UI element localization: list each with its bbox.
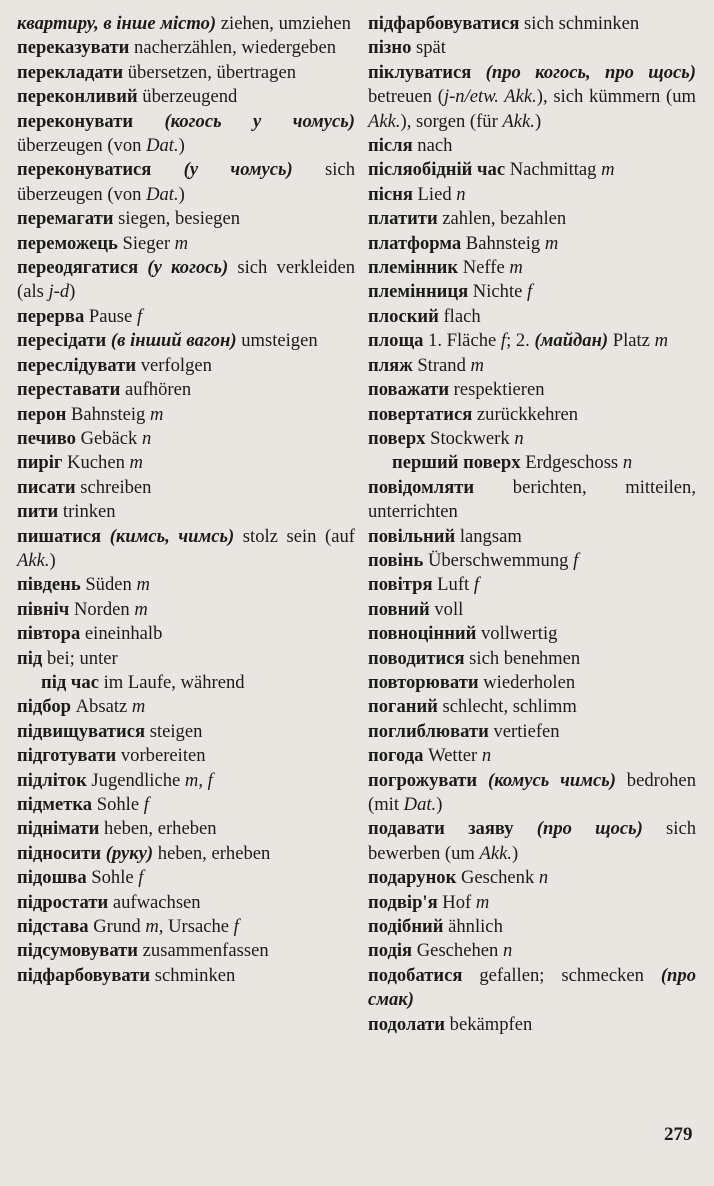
translation: nach xyxy=(412,135,453,157)
headword: підстава xyxy=(17,916,89,938)
translation: Süden xyxy=(80,574,137,596)
dictionary-entry xyxy=(17,622,355,646)
dictionary-entry xyxy=(17,305,355,329)
dictionary-entry xyxy=(368,1013,696,1037)
translation: Geschenk xyxy=(456,867,539,889)
translation: vollwertig xyxy=(476,623,558,645)
dictionary-entry xyxy=(368,280,696,304)
headword: півтора xyxy=(17,623,81,645)
headword: перерва xyxy=(17,305,85,327)
headword: підошва xyxy=(17,867,87,889)
dictionary-entry xyxy=(368,720,696,744)
right-column xyxy=(368,12,696,1037)
translation: im Laufe, während xyxy=(98,671,245,693)
grammar-tag: Dat. xyxy=(146,135,179,157)
translation: Überschwemmung xyxy=(423,549,574,571)
translation: umsteigen xyxy=(236,330,318,352)
translation: aufwachsen xyxy=(108,891,201,913)
headword: подія xyxy=(368,940,413,962)
translation: verfolgen xyxy=(136,354,212,376)
dictionary-entry xyxy=(17,939,355,963)
headword: погода xyxy=(368,745,424,767)
translation: stolz sein (auf xyxy=(234,525,355,547)
grammar-tag: n xyxy=(481,745,492,767)
headword: післяобідній час xyxy=(368,159,506,181)
dictionary-entry xyxy=(368,329,696,353)
dictionary-entry xyxy=(17,525,355,574)
translation: schminken xyxy=(150,964,236,986)
headword: повітря xyxy=(368,574,433,596)
grammar-tag: Akk. xyxy=(368,110,401,132)
headword: поважати xyxy=(368,379,450,401)
headword: підростати xyxy=(17,891,109,913)
dictionary-entry xyxy=(368,476,696,525)
translation: vertiefen xyxy=(488,720,560,742)
headword: повідомляти xyxy=(368,476,475,498)
grammar-tag: n xyxy=(456,183,466,205)
dictionary-entry xyxy=(17,793,355,817)
grammar-tag: f xyxy=(136,305,143,327)
headword: підвищуватися xyxy=(17,720,146,742)
headword: переможець xyxy=(17,232,118,254)
translation: zurückkehren xyxy=(472,403,579,425)
grammar-tag: n xyxy=(502,940,513,962)
headword: повний xyxy=(368,598,430,620)
dictionary-entry xyxy=(17,85,355,109)
usage-note: (комусь чимсь) xyxy=(477,769,616,791)
translation: Nachmittag xyxy=(505,159,602,181)
headword: підбор xyxy=(17,696,71,718)
headword: перекладати xyxy=(17,61,124,83)
headword: повертатися xyxy=(368,403,473,425)
dictionary-entry xyxy=(17,12,355,36)
headword: перемагати xyxy=(17,208,114,230)
translation: ) xyxy=(512,842,519,864)
dictionary-entry xyxy=(368,549,696,573)
dictionary-entry xyxy=(368,207,696,231)
translation: Erdgeschoss xyxy=(520,452,623,474)
dictionary-entry xyxy=(368,12,696,36)
grammar-tag: f xyxy=(527,281,533,303)
grammar-tag: Akk. xyxy=(17,549,50,571)
translation: Bahnsteig xyxy=(461,232,545,254)
translation: Platz xyxy=(608,330,655,352)
headword: підсумовувати xyxy=(17,940,139,962)
dictionary-entry xyxy=(368,403,696,427)
dictionary-entry xyxy=(17,842,355,866)
grammar-tag: m xyxy=(145,916,159,938)
dictionary-entry xyxy=(368,354,696,378)
translation: überzeugen (von xyxy=(17,135,147,157)
dictionary-entry xyxy=(368,573,696,597)
usage-note: (когось у чомусь) xyxy=(133,110,355,132)
headword: подарунок xyxy=(368,867,457,889)
dictionary-entry xyxy=(17,207,355,231)
dictionary-entry xyxy=(17,427,355,451)
grammar-tag: Akk. xyxy=(479,842,513,864)
translation: nacherzählen, wiedergeben xyxy=(129,37,337,59)
grammar-tag: f xyxy=(233,916,239,938)
headword: платити xyxy=(368,208,438,230)
headword: повільний xyxy=(368,525,456,547)
translation: Gebäck xyxy=(75,427,142,449)
translation: siegen, besiegen xyxy=(113,208,241,230)
dictionary-entry xyxy=(17,573,355,597)
translation: Sohle xyxy=(86,867,139,889)
headword: переконувати xyxy=(17,110,134,132)
headword: пиріг xyxy=(17,452,63,474)
dictionary-entry xyxy=(17,378,355,402)
headword: подвір'я xyxy=(368,891,438,913)
dictionary-entry xyxy=(368,598,696,622)
headword: піклуватися xyxy=(368,61,472,83)
headword: пляж xyxy=(368,354,413,376)
dictionary-entry xyxy=(17,110,355,159)
dictionary-entry xyxy=(368,671,696,695)
translation: vorbereiten xyxy=(116,745,206,767)
grammar-tag: Dat. xyxy=(146,183,179,205)
translation: langsam xyxy=(455,525,522,547)
dictionary-entry xyxy=(17,769,355,793)
dictionary-entry xyxy=(17,647,355,671)
translation: aufhören xyxy=(120,379,192,401)
dictionary-entry xyxy=(368,769,696,818)
grammar-tag: m xyxy=(131,696,146,718)
dictionary-entry xyxy=(17,354,355,378)
headword: печиво xyxy=(17,427,76,449)
headword: подобатися xyxy=(368,964,463,986)
headword: підносити xyxy=(17,842,102,864)
grammar-tag: m xyxy=(509,257,523,279)
headword: подавати заяву xyxy=(368,818,514,840)
dictionary-entry xyxy=(368,158,696,182)
dictionary-entry xyxy=(368,939,696,963)
headword: переодягатися xyxy=(17,257,139,279)
headword: перон xyxy=(17,403,67,425)
grammar-tag: n xyxy=(514,427,524,449)
dictionary-entry xyxy=(17,403,355,427)
dictionary-entry xyxy=(17,915,355,939)
grammar-tag: m, f xyxy=(184,769,213,791)
grammar-tag: m xyxy=(134,598,148,620)
dictionary-entry xyxy=(17,866,355,890)
dictionary-entry xyxy=(17,744,355,768)
headword: племінниця xyxy=(368,281,469,303)
usage-note: (кимсь, чимсь) xyxy=(101,525,235,547)
translation: 1. Fläche xyxy=(423,330,501,352)
translation: bei; unter xyxy=(42,647,118,669)
headword: пересідати xyxy=(17,330,107,352)
headword: підготувати xyxy=(17,745,117,767)
dictionary-entry xyxy=(17,817,355,841)
translation: ) xyxy=(178,135,185,157)
dictionary-entry xyxy=(17,500,355,524)
grammar-tag: m xyxy=(470,354,484,376)
translation: Pause xyxy=(84,305,137,327)
translation: Geschehen xyxy=(412,940,503,962)
headword: після xyxy=(368,135,413,157)
usage-note: (в інший вагон) xyxy=(106,330,237,352)
headword: поводитися xyxy=(368,647,465,669)
dictionary-entry xyxy=(368,256,696,280)
left-column xyxy=(17,12,355,988)
translation: Neffe xyxy=(458,257,510,279)
dictionary-entry xyxy=(17,671,355,695)
translation: berichten, mitteilen, unterrichten xyxy=(368,476,696,523)
translation: ) xyxy=(49,549,56,571)
headword: плоский xyxy=(368,305,439,327)
headword: підфарбовуватися xyxy=(368,13,520,34)
headword: поганий xyxy=(368,696,438,718)
headword: погрожувати xyxy=(368,769,478,791)
dictionary-entry xyxy=(368,61,696,134)
translation: ), sich kümmern (um xyxy=(536,86,697,108)
translation: gefallen; schmecken xyxy=(462,964,661,986)
translation: Grund xyxy=(88,916,146,938)
dictionary-entry xyxy=(368,232,696,256)
grammar-tag: n xyxy=(622,452,633,474)
headword: поверх xyxy=(368,427,426,449)
translation: Kuchen xyxy=(62,452,130,474)
translation: Absatz xyxy=(70,696,132,718)
translation: Sieger xyxy=(117,232,175,254)
headword: писати xyxy=(17,476,76,498)
grammar-tag: j-d xyxy=(48,281,70,303)
grammar-tag: m xyxy=(174,232,189,254)
translation: flach xyxy=(438,305,481,327)
headword: переставати xyxy=(17,379,121,401)
translation: schreiben xyxy=(75,476,152,498)
headword: племінник xyxy=(368,257,459,279)
headword: переказувати xyxy=(17,37,130,59)
translation: sich bewerben (um xyxy=(368,818,697,864)
translation: sich überzeugen (von xyxy=(17,159,355,205)
translation: respektieren xyxy=(449,379,545,401)
dictionary-entry xyxy=(368,378,696,402)
grammar-tag: m xyxy=(129,452,143,474)
dictionary-entry xyxy=(368,964,696,1013)
translation: Strand xyxy=(412,354,471,376)
translation: Sohle xyxy=(92,794,144,815)
translation: übersetzen, übertragen xyxy=(123,61,297,83)
dictionary-entry xyxy=(368,36,696,60)
translation: ; 2. xyxy=(506,330,535,352)
grammar-tag: m xyxy=(136,574,150,596)
headword: пити xyxy=(17,501,59,523)
dictionary-entry xyxy=(17,36,355,60)
grammar-tag: Akk. xyxy=(502,110,535,132)
dictionary-entry xyxy=(17,964,355,988)
usage-note: (про щось) xyxy=(513,818,643,840)
grammar-tag: f xyxy=(573,549,579,571)
grammar-tag: j-n/etw. Akk. xyxy=(443,86,537,108)
translation: ) xyxy=(178,183,185,205)
translation: ) xyxy=(69,281,76,303)
dictionary-entry xyxy=(17,476,355,500)
grammar-tag: n xyxy=(538,867,549,889)
headword: поглиблювати xyxy=(368,720,489,742)
dictionary-entry xyxy=(368,647,696,671)
dictionary-entry xyxy=(368,305,696,329)
grammar-tag: m xyxy=(601,159,615,181)
headword: повінь xyxy=(368,549,424,571)
headword: подібний xyxy=(368,916,444,938)
translation: betreuen ( xyxy=(368,86,444,108)
dictionary-entry xyxy=(368,134,696,158)
dictionary-entry xyxy=(17,329,355,353)
usage-note: (у чомусь) xyxy=(151,159,293,181)
translation: heben, erheben xyxy=(153,842,271,864)
page-number: 279 xyxy=(664,1124,693,1145)
translation: wiederholen xyxy=(478,671,576,693)
headword: платформа xyxy=(368,232,462,254)
dictionary-entry xyxy=(368,695,696,719)
dictionary-entry xyxy=(368,915,696,939)
dictionary-entry xyxy=(17,61,355,85)
headword: переслідувати xyxy=(17,354,137,376)
translation: Luft xyxy=(432,574,474,596)
dictionary-entry xyxy=(368,817,696,866)
grammar-tag: m xyxy=(150,403,164,425)
dictionary-entry xyxy=(368,427,696,451)
dictionary-entry xyxy=(17,232,355,256)
dictionary-entry xyxy=(17,720,355,744)
headword: подолати xyxy=(368,1013,446,1035)
headword: повноцінний xyxy=(368,623,477,645)
dictionary-entry xyxy=(368,183,696,207)
grammar-tag: m xyxy=(475,891,490,913)
usage-note: квартиру, в інше місто) xyxy=(17,13,217,34)
headword: піднімати xyxy=(17,818,100,840)
grammar-tag: Dat. xyxy=(403,794,437,815)
dictionary-entry xyxy=(17,891,355,915)
usage-note: (руку) xyxy=(101,842,154,864)
grammar-tag: f xyxy=(138,867,144,889)
translation: Jugendliche xyxy=(86,769,185,791)
headword: під час xyxy=(41,671,99,693)
translation: ziehen, umziehen xyxy=(216,13,351,34)
translation: zusammenfassen xyxy=(138,940,269,962)
dictionary-entry xyxy=(17,695,355,719)
translation: ähnlich xyxy=(443,916,503,938)
translation: heben, erheben xyxy=(99,818,217,840)
translation: steigen xyxy=(145,720,203,742)
dictionary-entry xyxy=(17,598,355,622)
headword: пізно xyxy=(368,37,412,59)
translation: Stockwerk xyxy=(425,427,515,449)
dictionary-entry xyxy=(368,744,696,768)
dictionary-entry xyxy=(368,622,696,646)
dictionary-entry xyxy=(368,525,696,549)
translation: Bahnsteig xyxy=(66,403,150,425)
grammar-tag: f xyxy=(500,330,507,352)
dictionary-entry xyxy=(17,451,355,475)
translation: Norden xyxy=(69,598,135,620)
grammar-tag: m xyxy=(544,232,559,254)
translation: bedrohen (mit xyxy=(368,769,696,815)
dictionary-entry xyxy=(17,158,355,207)
translation: trinken xyxy=(58,501,116,523)
headword: північ xyxy=(17,598,70,620)
usage-note: (майдан) xyxy=(534,330,609,352)
usage-note: (про когось, про щось) xyxy=(471,61,696,83)
translation: ), sorgen (für xyxy=(400,110,503,132)
headword: підметка xyxy=(17,794,93,815)
headword: пишатися xyxy=(17,525,102,547)
translation: zahlen, bezahlen xyxy=(437,208,567,230)
headword: переконливий xyxy=(17,86,138,108)
usage-note: (у когось) xyxy=(138,257,229,279)
translation: Hof xyxy=(437,891,476,913)
translation: Wetter xyxy=(423,745,482,767)
translation: bekämpfen xyxy=(445,1013,533,1035)
translation: , Ursache xyxy=(158,916,234,938)
grammar-tag: f xyxy=(473,574,479,596)
translation: sich verkleiden (als xyxy=(17,257,356,303)
headword: площа xyxy=(368,330,424,352)
translation: schlecht, schlimm xyxy=(437,696,577,718)
translation: Nichte xyxy=(468,281,528,303)
dictionary-entry xyxy=(368,891,696,915)
headword: підфарбовувати xyxy=(17,964,151,986)
translation: ) xyxy=(534,110,542,132)
dictionary-entry xyxy=(368,866,696,890)
dictionary-entry xyxy=(368,451,696,475)
headword: пісня xyxy=(368,183,413,205)
translation: eineinhalb xyxy=(80,623,163,645)
headword: південь xyxy=(17,574,81,596)
headword: підліток xyxy=(17,769,87,791)
headword: під xyxy=(17,647,43,669)
headword: повторювати xyxy=(368,671,479,693)
dictionary-entry xyxy=(17,256,355,305)
usage-note: (про смак) xyxy=(368,964,696,1011)
grammar-tag: m xyxy=(654,330,669,352)
headword: перший поверх xyxy=(392,452,521,474)
grammar-tag: n xyxy=(142,427,152,449)
translation: sich schminken xyxy=(519,13,640,34)
translation: voll xyxy=(429,598,464,620)
translation: sich benehmen xyxy=(464,647,581,669)
grammar-tag: f xyxy=(143,794,149,815)
translation: spät xyxy=(411,37,446,59)
translation: ) xyxy=(436,794,443,815)
headword: переконуватися xyxy=(17,159,152,181)
translation: überzeugend xyxy=(137,86,238,108)
translation: Lied xyxy=(412,183,457,205)
